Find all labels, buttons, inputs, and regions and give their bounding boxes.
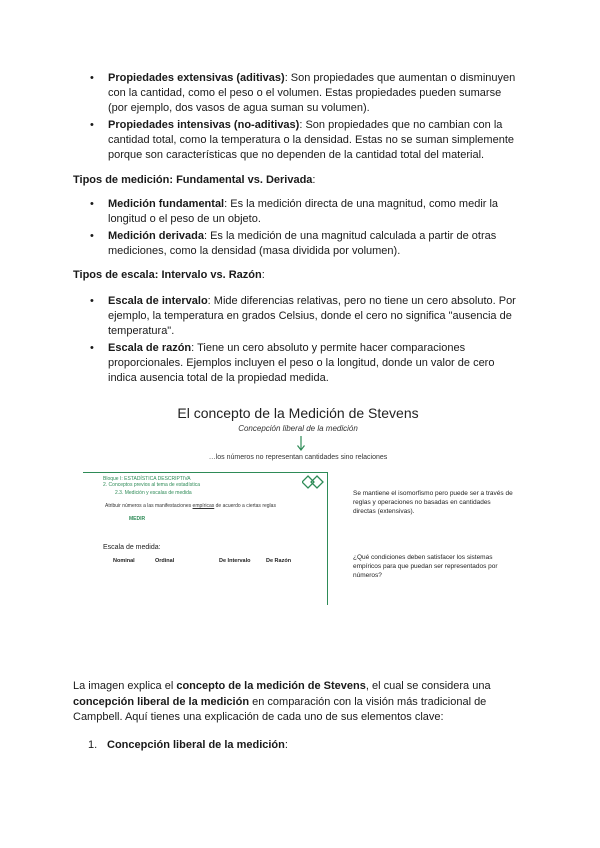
slide-note: …los números no representan cantidades sino relaciones (208, 454, 388, 461)
slide-panel (83, 472, 328, 605)
item-text: Concepción liberal de la medición: (107, 739, 288, 751)
scale-ratio: De Razón (266, 558, 292, 564)
scale-nominal: Nominal (113, 558, 135, 564)
heading-scale-types: Tipos de escala: Intervalo vs. Razón: (73, 269, 265, 281)
list-item: • Propiedades extensivas (aditivas): Son propiedades que aumentan o disminuyen con la cantidad, como el peso o el volumen. Estas propiedades pueden sumarse (por ejemplo, dos vasos de agua suman su volumen). (90, 71, 520, 116)
list-item: • Escala de intervalo: Mide diferencias relativas, pero no tiene un cero absoluto. Por ejemplo, la temperatura en grados Celsius, donde el cero no significa "ausencia de temperatura". (90, 294, 520, 339)
panel-right-rule (327, 472, 328, 605)
item-number: 1. (88, 739, 98, 751)
list-item: • Propiedades intensivas (no-aditivas): Son propiedades que no cambian con la cantidad total, como la temperatura o la densidad. Estas no se suman simplemente porque son características que no dependen de la cantidad total del material. (90, 118, 520, 163)
panel-subsection-label: 2.3. Medición y escalas de medida (115, 490, 192, 496)
panel-measure-label: MEDIR (129, 516, 146, 522)
slide-subtitle: Concepción liberal de la medición (238, 424, 358, 433)
slide-title: El concepto de la Medición de Stevens (177, 405, 419, 421)
list-item: • Medición fundamental: Es la medición directa de una magnitud, como medir la longitud o el peso de un objeto. (90, 197, 520, 227)
scale-title: Escala de medida: (103, 544, 161, 551)
panel-section-label: 2. Conceptos previos al tema de estadística (103, 482, 200, 488)
list-item: • Escala de razón: Tiene un cero absoluto y permite hacer comparaciones proporcionales. Ejemplos incluyen el peso o la longitud, donde un valor de cero indica ausencia total de la propiedad medida. (90, 341, 520, 386)
heading-measurement-types: Tipos de medición: Fundamental vs. Derivada: (73, 174, 316, 186)
bullet-list-measurement (90, 197, 520, 261)
panel-block-label: Bloque I: ESTADÍSTICA DESCRIPTIVA (103, 476, 191, 482)
diamond-logo-icon (302, 475, 324, 489)
list-item: • Medición derivada: Es la medición de una magnitud calculada a partir de otras mediciones, como la densidad (masa dividida por volumen). (90, 229, 520, 259)
panel-definition: Atribuir números a las manifestaciones empíricas de acuerdo a ciertas reglas (105, 503, 276, 509)
slide-isomorphism-text: Se mantiene el isomorfismo pero puede ser a través de reglas y operaciones no basadas en cantidades directas (extensivas). (353, 490, 513, 515)
bullet-list-scales (90, 294, 520, 388)
scale-ordinal: Ordinal (155, 558, 175, 564)
slide-question-text: ¿Qué condiciones deben satisfacer los sistemas empíricos para que puedan ser representados por números? (353, 554, 498, 579)
bullet-list-properties (90, 71, 520, 165)
panel-top-rule (83, 472, 328, 473)
scale-interval: De Intervalo (219, 558, 251, 564)
down-arrow-icon (296, 436, 306, 452)
explanation-paragraph: La imagen explica el concepto de la medición de Stevens, el cual se considera una concepción liberal de la medición en comparación con la visión más tradicional de Campbell. Aquí tienes una explicación de cada uno de sus elementos clave: (73, 680, 491, 723)
stevens-slide-image (83, 397, 513, 607)
